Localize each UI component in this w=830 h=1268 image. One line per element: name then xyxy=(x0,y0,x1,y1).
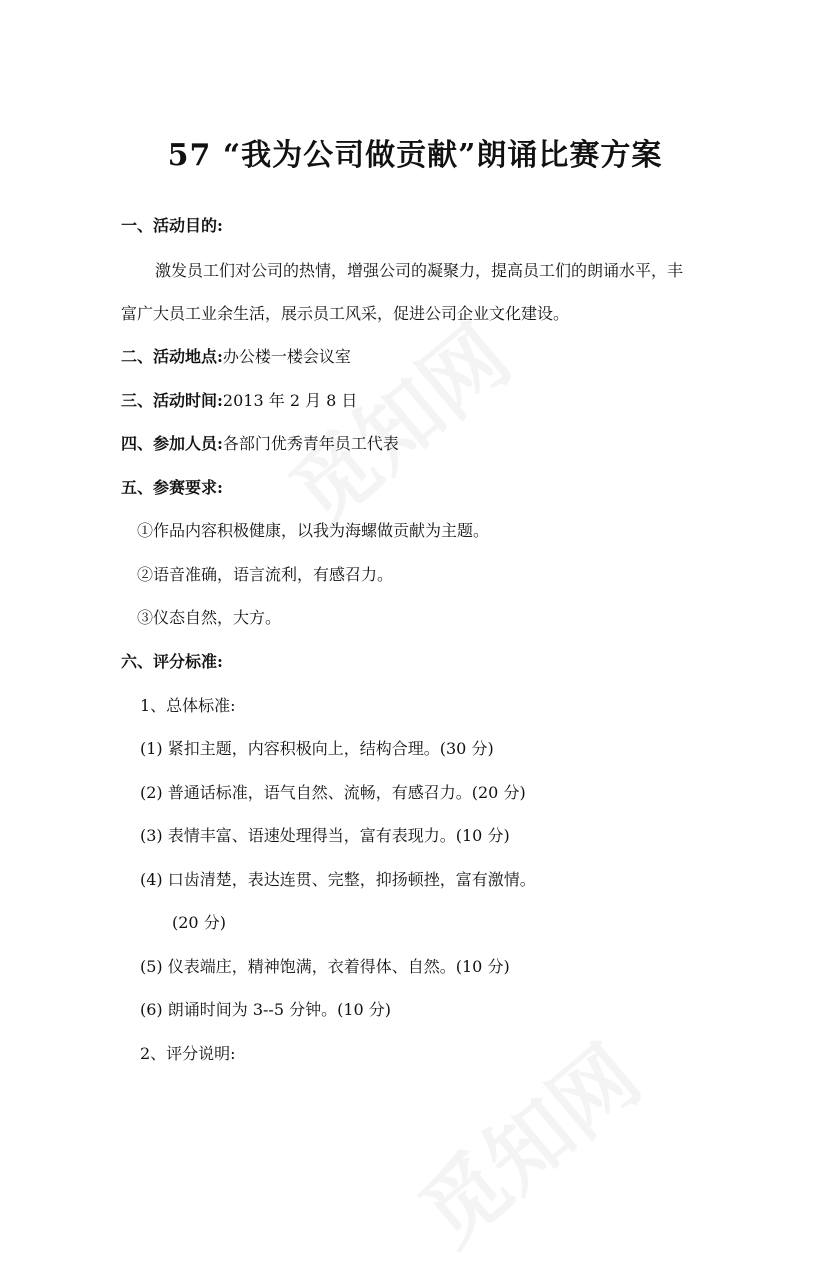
section-heading-scoring: 六、评分标准: xyxy=(121,652,223,671)
scoring-item: (6) 朗诵时间为 3--5 分钟。(10 分) xyxy=(140,1000,392,1019)
purpose-paragraph-line-1: 激发员工们对公司的热情，增强公司的凝聚力，提高员工们的朗诵水平，丰 xyxy=(155,261,684,280)
scoring-subheading-notes: 2、评分说明: xyxy=(140,1044,236,1063)
scoring-item: (2) 普通话标准，语气自然、流畅，有感召力。(20 分) xyxy=(140,783,526,802)
time-value: 2013 年 2 月 8 日 xyxy=(222,391,358,410)
requirement-item: ①作品内容积极健康，以我为海螺做贡献为主题。 xyxy=(137,521,490,540)
scoring-item-continuation: (20 分) xyxy=(172,913,226,932)
time-row xyxy=(121,391,357,411)
section-heading-time: 三、活动时间: xyxy=(121,391,223,410)
requirement-item: ②语音准确，语言流利，有感召力。 xyxy=(137,565,394,584)
scoring-item: (1) 紧扣主题，内容积极向上，结构合理。(30 分) xyxy=(140,739,494,758)
scoring-item: (3) 表情丰富、语速处理得当，富有表现力。(10 分) xyxy=(140,826,510,845)
document-title: 57 “我为公司做贡献”朗诵比赛方案 xyxy=(167,138,663,173)
section-heading-purpose: 一、活动目的: xyxy=(121,216,223,235)
purpose-paragraph-line-2: 富广大员工业余生活，展示员工风采，促进公司企业文化建设。 xyxy=(121,304,570,323)
scoring-subheading-overall: 1、总体标准: xyxy=(140,696,236,715)
scoring-item: (5) 仪表端庄，精神饱满，衣着得体、自然。(10 分) xyxy=(140,957,510,976)
section-heading-requirements: 五、参赛要求: xyxy=(121,478,223,497)
requirement-item: ③仪态自然，大方。 xyxy=(137,608,282,627)
section-heading-location: 二、活动地点: xyxy=(121,347,223,366)
scoring-item: (4) 口齿清楚，表达连贯、完整，抑扬顿挫，富有激情。 xyxy=(140,870,536,889)
participants-value: 各部门优秀青年员工代表 xyxy=(222,434,399,453)
watermark xyxy=(261,293,532,548)
section-heading-participants: 四、参加人员: xyxy=(121,434,223,453)
location-value: 办公楼一楼会议室 xyxy=(222,347,351,366)
participants-row xyxy=(121,434,399,454)
watermark xyxy=(391,1013,662,1268)
location-row xyxy=(121,347,351,367)
